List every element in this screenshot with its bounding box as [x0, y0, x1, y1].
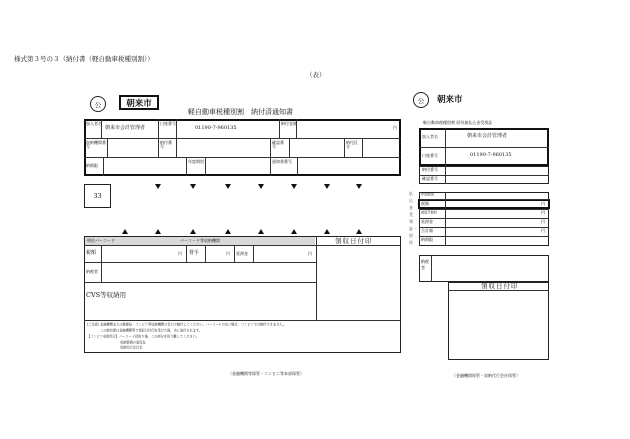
- subscriber-value: 朝来市会計管理者: [105, 125, 146, 131]
- amount-row-yen: 円: [541, 210, 545, 215]
- fiscal-year-label: 年度期別: [188, 159, 204, 164]
- amount-row-yen: 円: [541, 201, 545, 206]
- note-line-3: 【コンビニ収納代行】バーコード読取り後、この部分を切り離してください。: [87, 334, 199, 339]
- cut-mark-icon: [190, 184, 196, 189]
- cut-mark-icon: [190, 229, 196, 234]
- code-value: 33: [93, 192, 102, 200]
- note-line-1: (ご注意) 金融機関または郵便局・コンビニ等収納機関の窓口で納付してください。バーコードのない場合、コンビニでは納付できません。: [87, 322, 286, 327]
- city-name-box: [119, 95, 159, 110]
- due-date-label: 納期限: [86, 163, 98, 168]
- note-line-4: 収納業務の委託先: [120, 340, 146, 345]
- amount-label: 納付金額: [281, 121, 297, 126]
- account-number: 01190-7-960135: [195, 125, 237, 131]
- official-seal-icon: 公: [413, 92, 429, 108]
- payment-number-label: 納付番号: [160, 140, 172, 149]
- late-fee-yen: 円: [308, 251, 312, 256]
- receipt-taxpayer-box: [419, 255, 549, 282]
- amount-row-label: 税額: [421, 201, 429, 206]
- cut-mark-icon: [291, 184, 297, 189]
- payment-class-label: 納付区分: [346, 140, 358, 149]
- amount-row-yen: 円: [541, 228, 545, 233]
- receipt-stamp-title: 領収日付印: [335, 237, 373, 245]
- late-fee-label: 延滞金: [236, 251, 248, 256]
- reminder-fee-label: 督手: [189, 250, 200, 256]
- cut-mark-icon: [324, 184, 330, 189]
- amount-row-label: 督促手数料: [421, 210, 437, 215]
- receipt-subscriber-value: 朝来市会計管理者: [467, 133, 508, 139]
- receipt-payment-number-label: 納付番号: [422, 167, 438, 172]
- cvs-label: CVS等収納用: [86, 291, 127, 299]
- cut-mark-icon: [225, 229, 231, 234]
- receipt-account-label: 口座番号: [422, 153, 438, 158]
- receipt-title: 軽自動車税種別割 原符兼払込金受領証: [423, 120, 493, 125]
- right-footer-note: （金融機関保管・収納代行会社保管）: [452, 373, 520, 378]
- barcode-agency-label: バーコード等収納機関: [180, 238, 220, 243]
- note-line-5: 収納代行会社名: [120, 345, 143, 350]
- front-side-label: （表）: [306, 71, 326, 79]
- official-seal-icon: 公: [90, 96, 106, 112]
- subscriber-label: 加入者名: [86, 121, 102, 126]
- reminder-yen: 円: [226, 251, 230, 256]
- form-title: 様式第３号の３（納付書（軽自動車税種別割））: [14, 55, 154, 63]
- account-label: 口座番号: [160, 121, 176, 126]
- band-label: 明治バーコード: [87, 238, 115, 243]
- cut-mark-icon: [225, 184, 231, 189]
- amount-yen: 円: [393, 125, 397, 130]
- cut-mark-icon: [356, 229, 362, 234]
- note-line-2: この納付書は金融機関等で領収日付印を受けた後、市に送付されます。: [100, 328, 203, 333]
- taxpayer-label: 納税者: [86, 269, 98, 274]
- receipt-stamp-title: 領収日付印: [481, 282, 519, 290]
- receipt-taxpayer-label: 納税者: [421, 259, 429, 270]
- slip-title: 軽自動車税種別割 納付済通知書: [188, 108, 293, 116]
- receipt-account-number: 01190-7-960135: [470, 152, 512, 158]
- tax-amount-label: 税額: [86, 250, 97, 256]
- receipt-subscriber-label: 加入者名: [422, 134, 438, 139]
- cut-mark-icon: [155, 229, 161, 234]
- receipt-stamp-box: [448, 282, 549, 360]
- cut-mark-icon: [291, 229, 297, 234]
- left-footer-note: （金融機関等保管・コンビニ等本部保管）: [228, 371, 304, 376]
- amount-row-label: 延滞金: [421, 219, 433, 224]
- agency-number-label: 収納機関番号: [86, 140, 106, 149]
- cut-mark-icon: [258, 184, 264, 189]
- receipt-city-name: 朝来市: [437, 95, 463, 105]
- tax-row-highlight: [418, 199, 550, 209]
- cut-mark-icon: [356, 184, 362, 189]
- confirm-number-label: 確認番号: [272, 140, 284, 149]
- amount-row-label: 納期限: [421, 237, 433, 242]
- cut-mark-icon: [324, 229, 330, 234]
- tax-yen: 円: [178, 251, 182, 256]
- code-box: [84, 184, 111, 208]
- city-name: 朝来市: [126, 98, 152, 109]
- amount-row-yen: 円: [541, 219, 545, 224]
- receipt-side-text: 払込金受領証・原符: [409, 191, 417, 245]
- receipt-confirm-number-label: 確認番号: [422, 176, 438, 181]
- amount-row-label: 合計額: [421, 228, 433, 233]
- amount-row-label: 年度期別: [421, 192, 434, 197]
- notice-number-label: 通知書番号: [272, 159, 292, 164]
- cut-mark-icon: [122, 229, 128, 234]
- cut-mark-icon: [155, 184, 161, 189]
- cut-mark-icon: [258, 229, 264, 234]
